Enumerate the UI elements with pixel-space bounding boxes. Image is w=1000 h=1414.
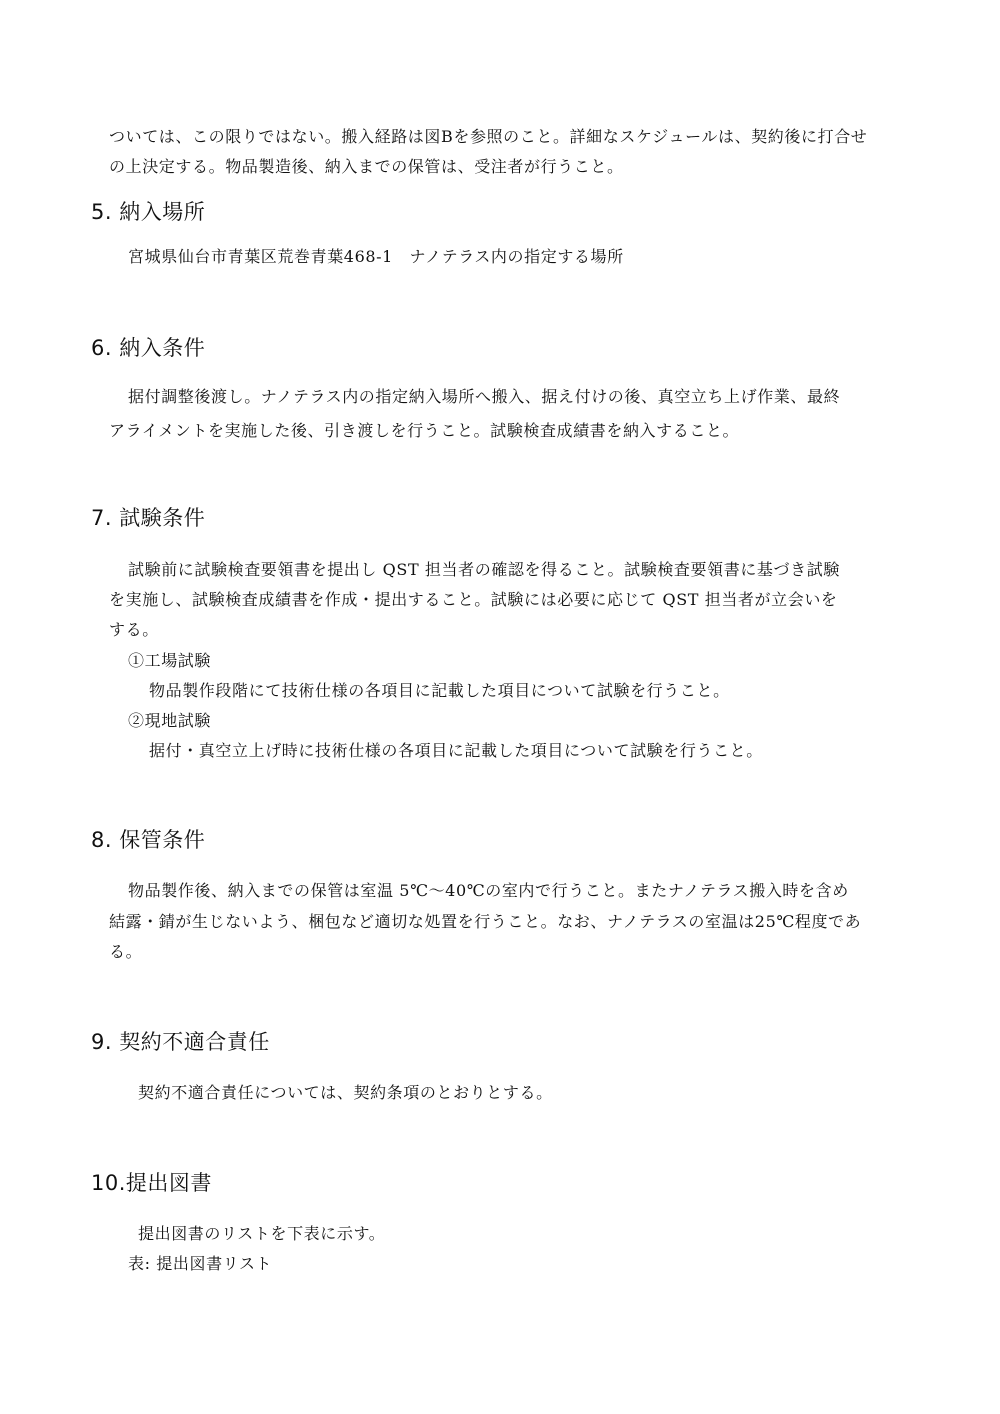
section-8-line-1: 物品製作後、納入までの保管は室温 5℃～40℃の室内で行うこと。またナノテラス搬入時を含め — [128, 881, 849, 900]
section-7-heading: 7. 試験条件 — [91, 506, 206, 530]
section-7-sub-2-title: ②現地試験 — [128, 711, 212, 730]
section-7-sub-1-text: 物品製作段階にて技術仕様の各項目に記載した項目について試験を行うこと。 — [149, 681, 730, 700]
section-7-line-3: する。 — [109, 620, 159, 639]
intro-line-1: ついては、この限りではない。搬入経路は図Bを参照のこと。詳細なスケジュールは、契約後に打合せ — [109, 127, 868, 146]
section-6-heading: 6. 納入条件 — [91, 336, 206, 360]
section-8-line-3: る。 — [109, 942, 143, 961]
section-8-heading: 8. 保管条件 — [91, 828, 206, 852]
section-8-line-2: 結露・錆が生じないよう、梱包など適切な処置を行うこと。なお、ナノテラスの室温は25℃程度であ — [109, 912, 862, 931]
section-6-line-2: アライメントを実施した後、引き渡しを行うこと。試験検査成績書を納入すること。 — [109, 421, 740, 440]
section-6-line-1: 据付調整後渡し。ナノテラス内の指定納入場所へ搬入、据え付けの後、真空立ち上げ作業、最終 — [128, 387, 841, 406]
section-7-sub-2-text: 据付・真空立上げ時に技術仕様の各項目に記載した項目について試験を行うこと。 — [149, 741, 763, 760]
section-7-sub-1-title: ①工場試験 — [128, 651, 212, 670]
section-7-line-1: 試験前に試験検査要領書を提出し QST 担当者の確認を得ること。試験検査要領書に基づき試験 — [128, 560, 840, 579]
section-5-line-1: 宮城県仙台市青葉区荒巻青葉468-1 ナノテラス内の指定する場所 — [128, 247, 624, 266]
table-caption: 表: 提出図書リスト — [128, 1254, 273, 1273]
section-9-heading: 9. 契約不適合責任 — [91, 1030, 270, 1054]
section-5-heading: 5. 納入場所 — [91, 200, 206, 224]
section-7-line-2: を実施し、試験検査成績書を作成・提出すること。試験には必要に応じて QST 担当者が立会いを — [109, 590, 838, 609]
section-9-line-1: 契約不適合責任については、契約条項のとおりとする。 — [138, 1083, 553, 1102]
section-10-heading: 10.提出図書 — [91, 1171, 212, 1195]
intro-line-2: の上決定する。物品製造後、納入までの保管は、受注者が行うこと。 — [109, 157, 624, 176]
section-10-line-1: 提出図書のリストを下表に示す。 — [138, 1224, 386, 1243]
